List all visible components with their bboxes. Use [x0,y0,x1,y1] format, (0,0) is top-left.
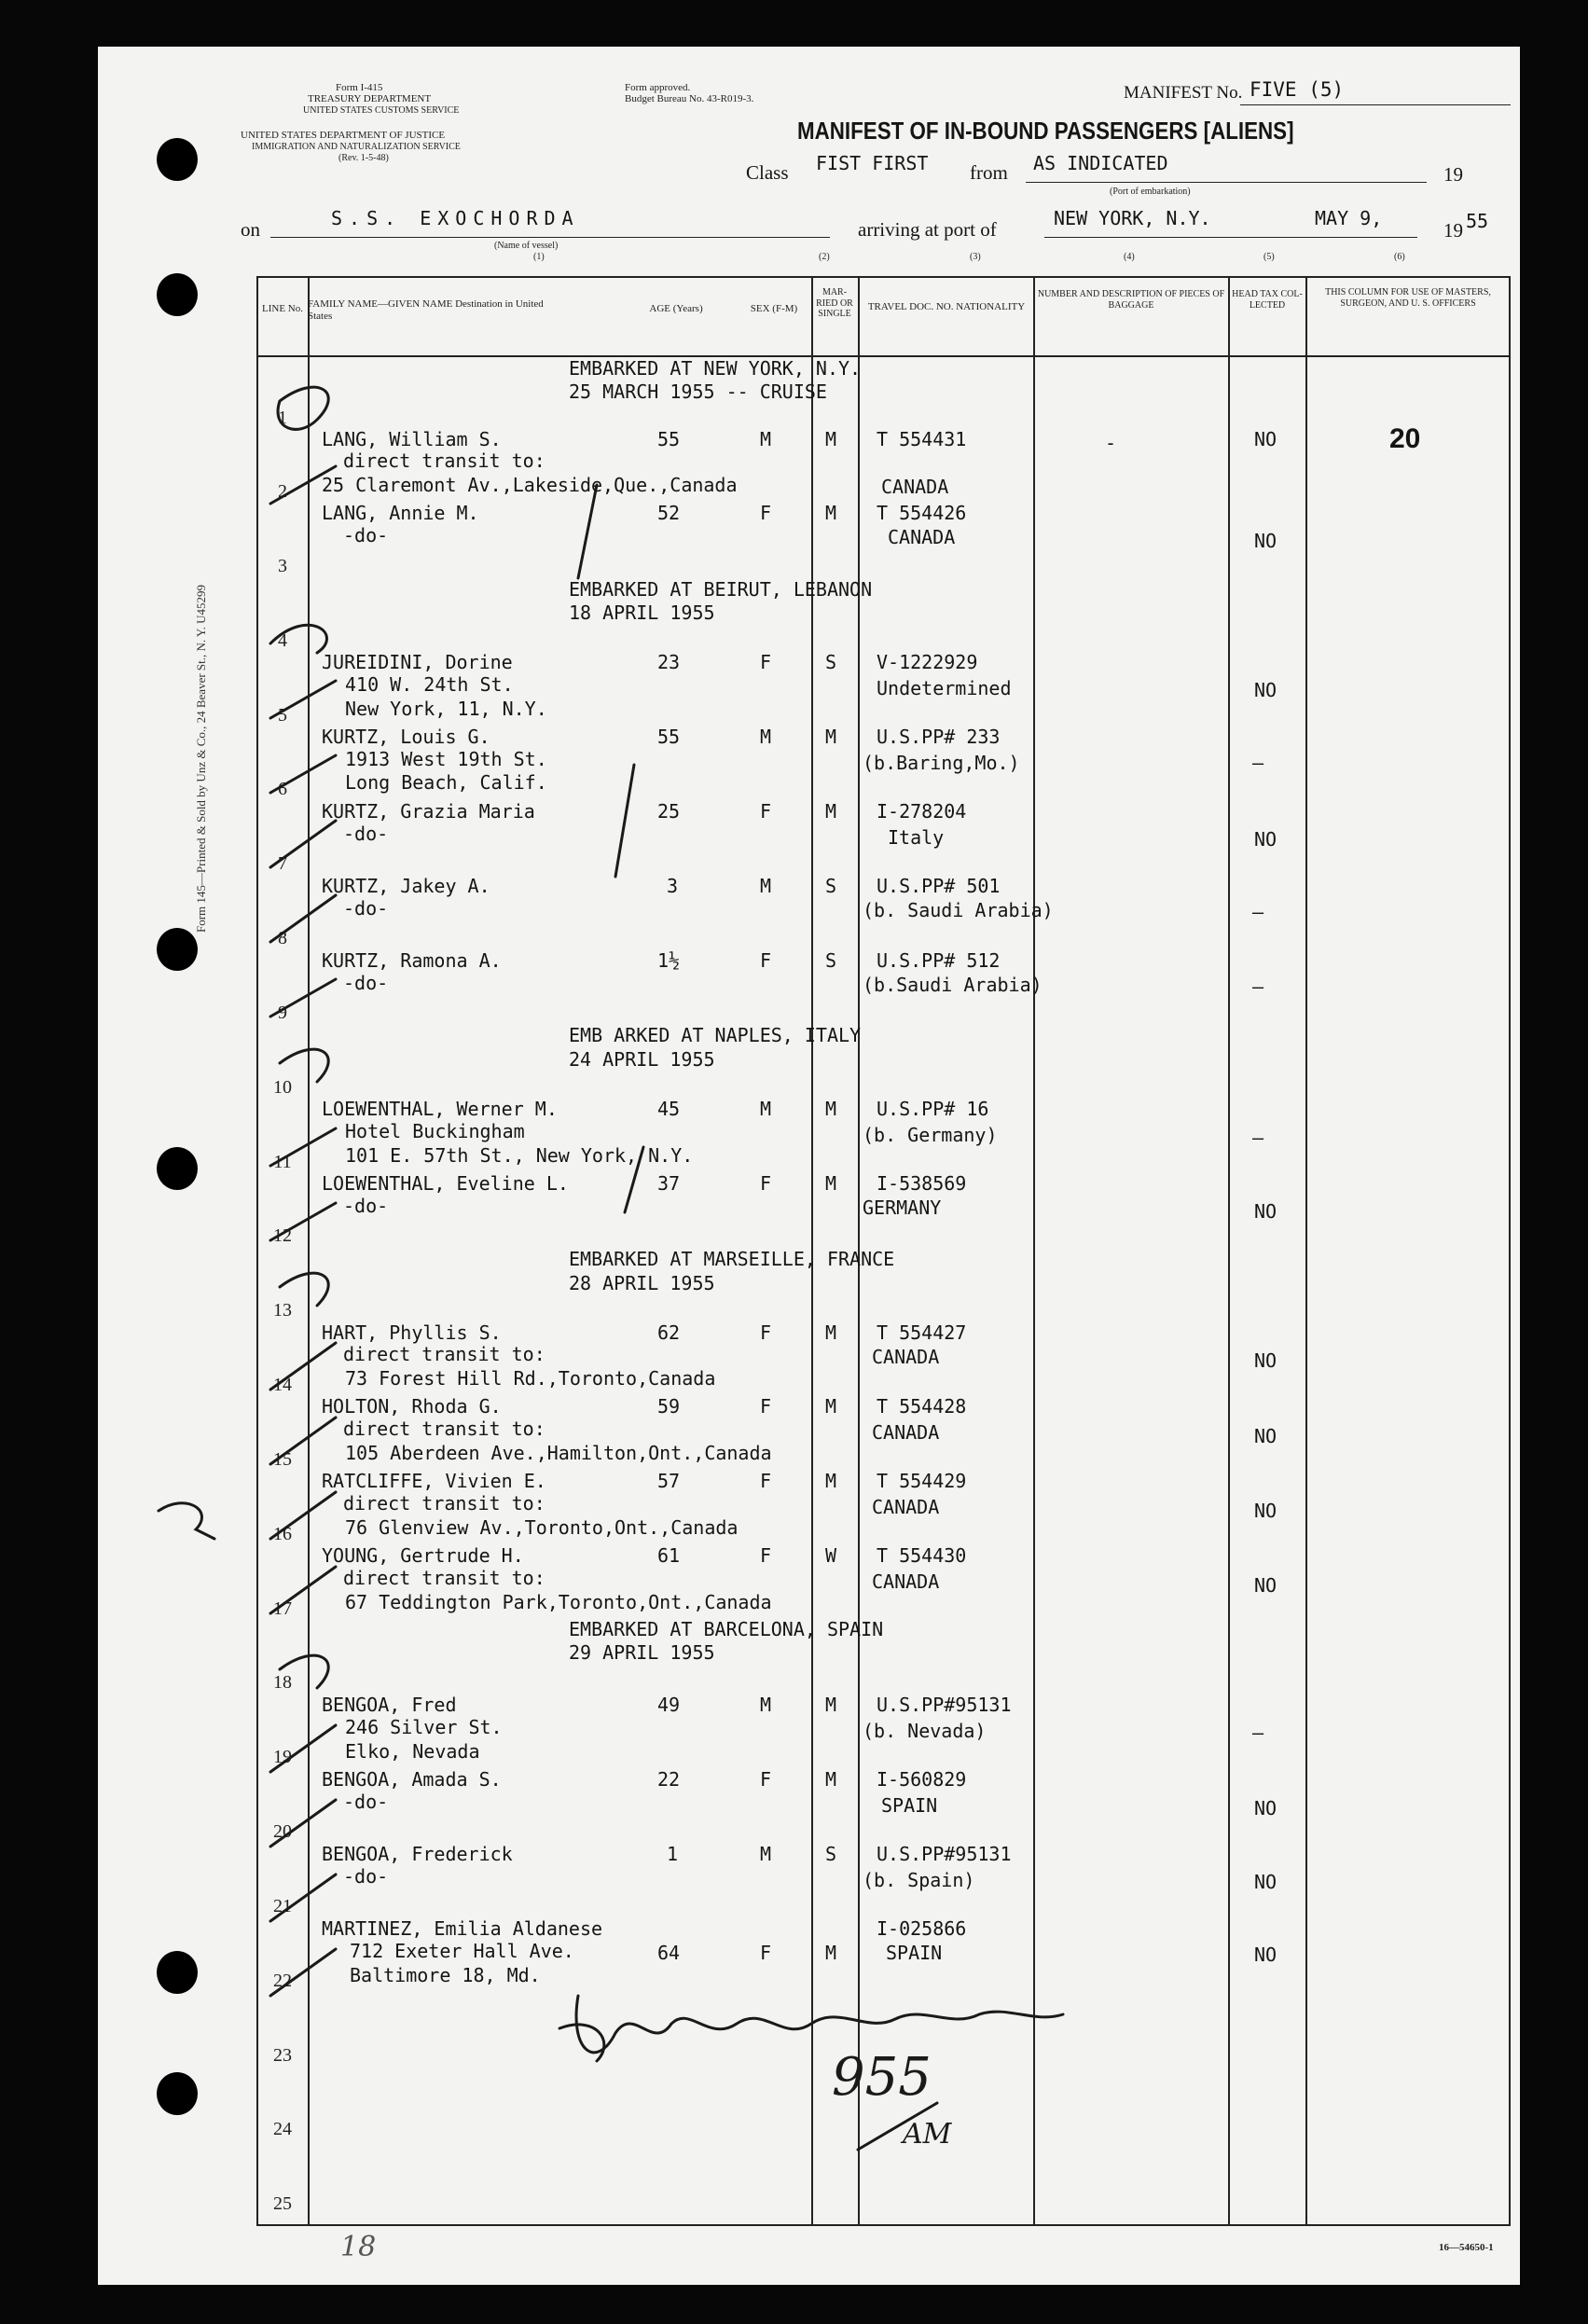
line-number: 7 [278,853,287,874]
passenger-address: Long Beach, Calif. [345,771,547,794]
passenger-nationality: CANADA [888,526,956,548]
passenger-name: LOEWENTHAL, Eveline L. [322,1172,569,1195]
passenger-marital: M [825,1942,837,1964]
passenger-doc: I-278204 [877,800,967,823]
passenger-address: direct transit to: [343,1567,545,1589]
passenger-sex: M [760,428,772,450]
passenger-sex: F [760,1395,772,1418]
footer-code: 16—54650-1 [1439,2242,1494,2253]
passenger-address: 1913 West 19th St. [345,748,547,770]
vessel-name: S.S. EXOCHORDA [331,207,580,229]
passenger-marital: M [825,1395,837,1418]
header-age: AGE (Years) [649,303,703,314]
passenger-doc: I-538569 [877,1172,967,1195]
passenger-age: 52 [657,502,681,524]
passenger-doc: T 554427 [877,1321,967,1344]
customs-service: UNITED STATES CUSTOMS SERVICE [303,105,460,116]
passenger-sex: M [760,726,772,748]
header-name: FAMILY NAME—GIVEN NAME Destination in United States [308,298,544,322]
line-number: 12 [273,1225,292,1246]
section-embarked-line2: 24 APRIL 1955 [569,1048,715,1071]
passenger-name: KURTZ, Louis G. [322,726,490,748]
passenger-address: 25 Claremont Av.,Lakeside,Que.,Canada [322,474,738,496]
passenger-sex: M [760,1694,772,1716]
passenger-marital: S [825,875,837,897]
passenger-age: 45 [657,1098,681,1120]
passenger-name: BENGOA, Frederick [322,1843,513,1865]
passenger-baggage: - [1105,432,1117,454]
passenger-head-tax: NO [1254,1944,1277,1966]
section-embarked-line2: 29 APRIL 1955 [569,1641,715,1664]
passenger-name: LANG, William S. [322,428,502,450]
passenger-address: 105 Aberdeen Ave.,Hamilton,Ont.,Canada [345,1442,772,1464]
line-number: 21 [273,1896,292,1916]
arrival-underline [1044,237,1417,238]
passenger-head-tax: — [1252,752,1264,774]
binder-hole [157,2072,198,2115]
passenger-address: 712 Exeter Hall Ave. [350,1940,574,1962]
passenger-address: -do- [343,1791,389,1813]
passenger-age: 22 [657,1768,681,1791]
passenger-age: 55 [657,726,681,748]
passenger-nationality: CANADA [872,1346,940,1368]
stamp-time: 955 [832,2047,932,2108]
passenger-age: 61 [657,1544,681,1567]
officer-annotation: 20 [1389,423,1421,454]
passenger-sex: F [760,1768,772,1791]
passenger-age: 37 [657,1172,681,1195]
passenger-sex: F [760,800,772,823]
line-number: 20 [273,1821,292,1842]
passenger-head-tax: NO [1254,828,1277,851]
passenger-doc: T 554429 [877,1470,967,1492]
line-number: 10 [273,1077,292,1098]
binder-hole [157,1951,198,1994]
passenger-marital: M [825,1694,837,1716]
passenger-address: -do- [343,972,389,994]
passenger-doc: I-025866 [877,1917,967,1940]
col-5-label: (5) [1263,252,1275,262]
passenger-address: Hotel Buckingham [345,1120,525,1142]
from-label: from [970,161,1008,184]
line-number: 15 [273,1449,292,1470]
form-approved: Form approved. [625,82,691,93]
line-number: 11 [273,1152,292,1172]
col-1-label: (1) [533,252,545,262]
passenger-age: 23 [657,651,681,673]
passenger-marital: M [825,1470,837,1492]
year-prefix-2: 19 [1443,219,1463,242]
binder-hole [157,1147,198,1190]
line-number: 24 [273,2119,292,2139]
line-number: 25 [273,2193,292,2214]
line-number: 22 [273,1971,292,1991]
col-2-label: (2) [819,252,830,262]
line-number: 6 [278,779,287,799]
passenger-address: 246 Silver St. [345,1716,503,1738]
passenger-age: 1½ [657,949,681,972]
passenger-address: 101 E. 57th St., New York, N.Y. [345,1144,694,1167]
passenger-name: LOEWENTHAL, Werner M. [322,1098,558,1120]
passenger-nationality: CANADA [872,1421,940,1444]
passenger-sex: F [760,502,772,524]
passenger-name: BENGOA, Amada S. [322,1768,502,1791]
manifest-title: MANIFEST OF IN-BOUND PASSENGERS [ALIENS] [797,117,1294,145]
stamp-am: AM [903,2118,952,2151]
passenger-nationality: (b. Germany) [863,1124,998,1146]
passenger-sex: F [760,949,772,972]
passenger-address: 410 W. 24th St. [345,673,514,696]
passenger-age: 62 [657,1321,681,1344]
passenger-nationality: CANADA [872,1496,940,1518]
header-travel-doc: TRAVEL DOC. NO. NATIONALITY [867,301,1026,312]
line-number: 14 [273,1375,292,1395]
line-number: 17 [273,1598,292,1619]
line-number: 16 [273,1524,292,1544]
passenger-nationality: (b. Nevada) [863,1720,987,1742]
line-number: 23 [273,2045,292,2066]
passenger-head-tax: — [1252,975,1264,998]
passenger-head-tax: — [1252,901,1264,923]
passenger-address: direct transit to: [343,1418,545,1440]
passenger-sex: F [760,1172,772,1195]
passenger-age: 1 [667,1843,679,1865]
passenger-doc: U.S.PP# 233 [877,726,1001,748]
vessel-label: (Name of vessel) [494,241,559,251]
printer-imprint: Form 145—Printed & Sold by Unz & Co., 24 Beaver St., N. Y. U45299 [194,584,208,933]
year-prefix-1: 19 [1443,163,1463,186]
section-embarked-line1: EMBARKED AT BARCELONA, SPAIN [569,1618,884,1640]
passenger-sex: F [760,1942,772,1964]
passenger-marital: S [825,1843,837,1865]
passenger-head-tax: NO [1254,679,1277,701]
passenger-sex: F [760,1544,772,1567]
passenger-doc: U.S.PP# 512 [877,949,1001,972]
passenger-doc: T 554428 [877,1395,967,1418]
line-number: 5 [278,705,287,726]
section-embarked-line1: EMB ARKED AT NAPLES, ITALY [569,1024,862,1046]
passenger-marital: M [825,1098,837,1120]
passenger-name: KURTZ, Jakey A. [322,875,490,897]
passenger-name: YOUNG, Gertrude H. [322,1544,524,1567]
section-embarked-line2: 28 APRIL 1955 [569,1272,715,1294]
passenger-nationality: SPAIN [886,1942,943,1964]
passenger-doc: I-560829 [877,1768,967,1791]
passenger-address: -do- [343,823,389,845]
passenger-address: 76 Glenview Av.,Toronto,Ont.,Canada [345,1516,739,1539]
passenger-nationality: (b. Spain) [863,1869,975,1891]
passenger-doc: V-1222929 [877,651,978,673]
revision: (Rev. 1-5-48) [338,153,389,163]
header-baggage: NUMBER AND DESCRIPTION OF PIECES OF BAGGAGE [1037,289,1225,311]
passenger-doc: T 554431 [877,428,967,450]
passenger-head-tax: NO [1254,1871,1277,1893]
passenger-doc: T 554426 [877,502,967,524]
header-line-no: LINE No. [262,303,303,314]
passenger-age: 25 [657,800,681,823]
passenger-age: 49 [657,1694,681,1716]
passenger-age: 64 [657,1942,681,1964]
vessel-underline [270,237,830,238]
passenger-age: 3 [667,875,679,897]
passenger-nationality: Italy [888,826,945,849]
passenger-head-tax: NO [1254,1349,1277,1372]
on-label: on [241,218,260,241]
manifest-no-value: FIVE (5) [1250,78,1345,101]
binder-hole [157,138,198,181]
line-number: 3 [278,556,287,576]
passenger-sex: M [760,875,772,897]
passenger-marital: M [825,1172,837,1195]
passenger-nationality: (b.Saudi Arabia) [863,974,1043,996]
header-head-tax: HEAD TAX COL- LECTED [1232,289,1303,311]
passenger-marital: S [825,651,837,673]
line-number: 2 [278,481,287,502]
budget-bureau: Budget Bureau No. 43-R019-3. [625,93,754,104]
passenger-address: New York, 11, N.Y. [345,698,547,720]
passenger-address: -do- [343,1195,389,1217]
arriving-label: arriving at port of [858,218,997,241]
passenger-sex: F [760,1470,772,1492]
passenger-address: direct transit to: [343,450,545,472]
passenger-sex: F [760,651,772,673]
passenger-sex: M [760,1843,772,1865]
passenger-doc: U.S.PP# 16 [877,1098,989,1120]
passenger-nationality: GERMANY [863,1197,942,1219]
line-number: 19 [273,1747,292,1767]
passenger-marital: M [825,1321,837,1344]
line-number: 18 [273,1672,292,1693]
binder-hole [157,928,198,971]
header-officers: THIS COLUMN FOR USE OF MASTERS, SURGEON, AND U. S. OFFICERS [1325,287,1491,309]
passenger-head-tax: NO [1254,1574,1277,1597]
passenger-nationality: (b. Saudi Arabia) [863,899,1054,921]
passenger-address: -do- [343,897,389,920]
passenger-head-tax: NO [1254,530,1277,552]
from-underline [1026,182,1427,183]
class-value: FIST FIRST [816,152,929,174]
passenger-doc: U.S.PP#95131 [877,1694,1012,1716]
passenger-nationality: Undetermined [877,677,1012,699]
passenger-address: direct transit to: [343,1492,545,1515]
passenger-address: -do- [343,1865,389,1888]
passenger-age: 57 [657,1470,681,1492]
line-number: 13 [273,1300,292,1321]
passenger-address: 73 Forest Hill Rd.,Toronto,Canada [345,1367,716,1390]
passenger-head-tax: NO [1254,1425,1277,1447]
passenger-name: HART, Phyllis S. [322,1321,502,1344]
justice-dept: UNITED STATES DEPARTMENT OF JUSTICE [241,130,446,141]
year-value: 55 [1466,210,1489,232]
passenger-age: 59 [657,1395,681,1418]
arrival-date: MAY 9, [1315,207,1383,229]
section-embarked-line2: 18 APRIL 1955 [569,602,715,624]
arrival-port: NEW YORK, N.Y. [1054,207,1211,229]
class-label: Class [746,161,789,184]
passenger-address: -do- [343,524,389,546]
passenger-name: LANG, Annie M. [322,502,479,524]
passenger-doc: U.S.PP# 501 [877,875,1001,897]
passenger-nationality: SPAIN [881,1794,938,1817]
passenger-name: JUREIDINI, Dorine [322,651,513,673]
passenger-sex: M [760,1098,772,1120]
passenger-nationality: (b.Baring,Mo.) [863,752,1020,774]
line-number: 8 [278,928,287,948]
form-number: Form I-415 [336,82,383,93]
bottom-left-mark: 18 [340,2231,377,2263]
passenger-age: 55 [657,428,681,450]
col-6-label: (6) [1394,252,1405,262]
from-value: AS INDICATED [1033,152,1168,174]
treasury-dept: TREASURY DEPARTMENT [308,93,432,104]
passenger-head-tax: — [1252,1722,1264,1744]
passenger-head-tax: NO [1254,428,1277,450]
section-embarked-line2: 25 MARCH 1955 -- CRUISE [569,380,827,403]
port-embarkation-label: (Port of embarkation) [1110,187,1191,197]
passenger-head-tax: NO [1254,1200,1277,1223]
section-embarked-line1: EMBARKED AT BEIRUT, LEBANON [569,578,873,601]
passenger-name: BENGOA, Fred [322,1694,457,1716]
passenger-name: HOLTON, Rhoda G. [322,1395,502,1418]
line-number: 9 [278,1003,287,1023]
passenger-address: Baltimore 18, Md. [350,1964,541,1986]
passenger-name: RATCLIFFE, Vivien E. [322,1470,546,1492]
passenger-marital: W [825,1544,837,1567]
passenger-marital: M [825,502,837,524]
passenger-address: direct transit to: [343,1343,545,1365]
passenger-name: MARTINEZ, Emilia Aldanese [322,1917,603,1940]
passenger-marital: M [825,1768,837,1791]
ins-service: IMMIGRATION AND NATURALIZATION SERVICE [252,142,461,152]
passenger-name: KURTZ, Grazia Maria [322,800,535,823]
passenger-nationality: CANADA [872,1570,940,1593]
header-sex: SEX (F-M) [750,303,798,314]
col-4-label: (4) [1124,252,1135,262]
passenger-head-tax: — [1252,1127,1264,1149]
passenger-address: Elko, Nevada [345,1740,480,1763]
line-number: 4 [278,630,287,651]
manifest-no-label: MANIFEST No. [1124,83,1243,103]
passenger-nationality: CANADA [881,476,949,498]
passenger-head-tax: NO [1254,1797,1277,1819]
passenger-doc: T 554430 [877,1544,967,1567]
passenger-address: 67 Teddington Park,Toronto,Ont.,Canada [345,1591,772,1613]
section-embarked-line1: EMBARKED AT NEW YORK, N.Y. [569,357,862,380]
passenger-marital: S [825,949,837,972]
line-number: 1 [278,408,287,428]
header-married: MAR- RIED OR SINGLE [816,287,853,319]
passenger-sex: F [760,1321,772,1344]
section-embarked-line1: EMBARKED AT MARSEILLE, FRANCE [569,1248,895,1270]
binder-hole [157,273,198,316]
passenger-marital: M [825,428,837,450]
passenger-marital: M [825,800,837,823]
manifest-no-underline [1240,104,1511,105]
col-3-label: (3) [970,252,981,262]
passenger-marital: M [825,726,837,748]
passenger-head-tax: NO [1254,1500,1277,1522]
passenger-doc: U.S.PP#95131 [877,1843,1012,1865]
passenger-name: KURTZ, Ramona A. [322,949,502,972]
